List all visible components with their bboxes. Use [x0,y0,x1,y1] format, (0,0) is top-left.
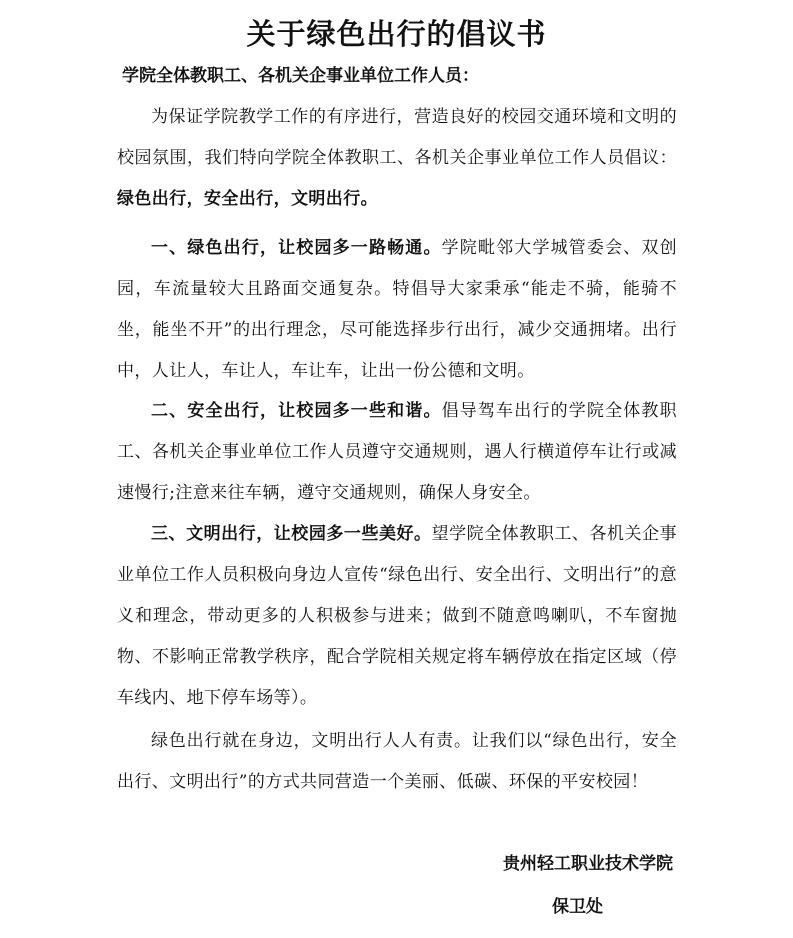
intro-bold-slogan: 绿色出行，安全出行，文明出行。 [117,189,378,209]
intro-paragraph [117,97,677,220]
green-travel-text: 学院毗邻大学城管委会、双创园，车流量较大且路面交通复杂。特倡导大家秉承“能走不骑，能骑不坐，能坐不开”的出行理念，尽可能选择步行出行，减少交通拥堵。出行中，人让人，车让人，车让车，让出一份公德和文明。 [117,238,677,381]
signature-department: 保卫处 [552,897,603,917]
safe-travel-heading: 二、安全出行，让校园多一些和谐。 [151,401,442,421]
salutation: 学院全体教职工、各机关企事业单位工作人员： [122,66,479,86]
intro-text: 为保证学院教学工作的有序进行，营造良好的校园交通环境和文明的校园氛围，我们特向学院全体教职工、各机关企事业单位工作人员倡议： [117,107,677,168]
safe-travel-text: 倡导驾车出行的学院全体教职工、各机关企事业单位工作人员遵守交通规则，遇人行横道停车让行或减速慢行;注意来往车辆，遵守交通规则，确保人身安全。 [117,401,677,503]
civil-travel-text: 望学院全体教职工、各机关企事业单位工作人员积极向身边人宣传“绿色出行、安全出行、文明出行”的意义和理念，带动更多的人积极参与进来；做到不随意鸣喇叭，不车窗抛物、不影响正常教学秩序，配合学院相关规定将车辆停放在指定区域（停车线内、地下停车场等）。 [117,524,677,708]
closing-paragraph [117,721,677,803]
closing-text: 绿色出行就在身边，文明出行人人有责。让我们以“绿色出行，安全出行、文明出行”的方式共同营造一个美丽、低碳、环保的平安校园！ [117,731,677,792]
safe-travel-paragraph [117,391,677,514]
document-title: 关于绿色出行的倡议书 [246,17,547,51]
civil-travel-heading: 三、文明出行，让校园多一些美好。 [151,524,432,544]
green-travel-paragraph [117,228,677,392]
green-travel-heading: 一、绿色出行，让校园多一路畅通。 [151,238,442,258]
signature-organization: 贵州轻工职业技术学院 [503,854,673,874]
civil-travel-paragraph [117,514,677,719]
